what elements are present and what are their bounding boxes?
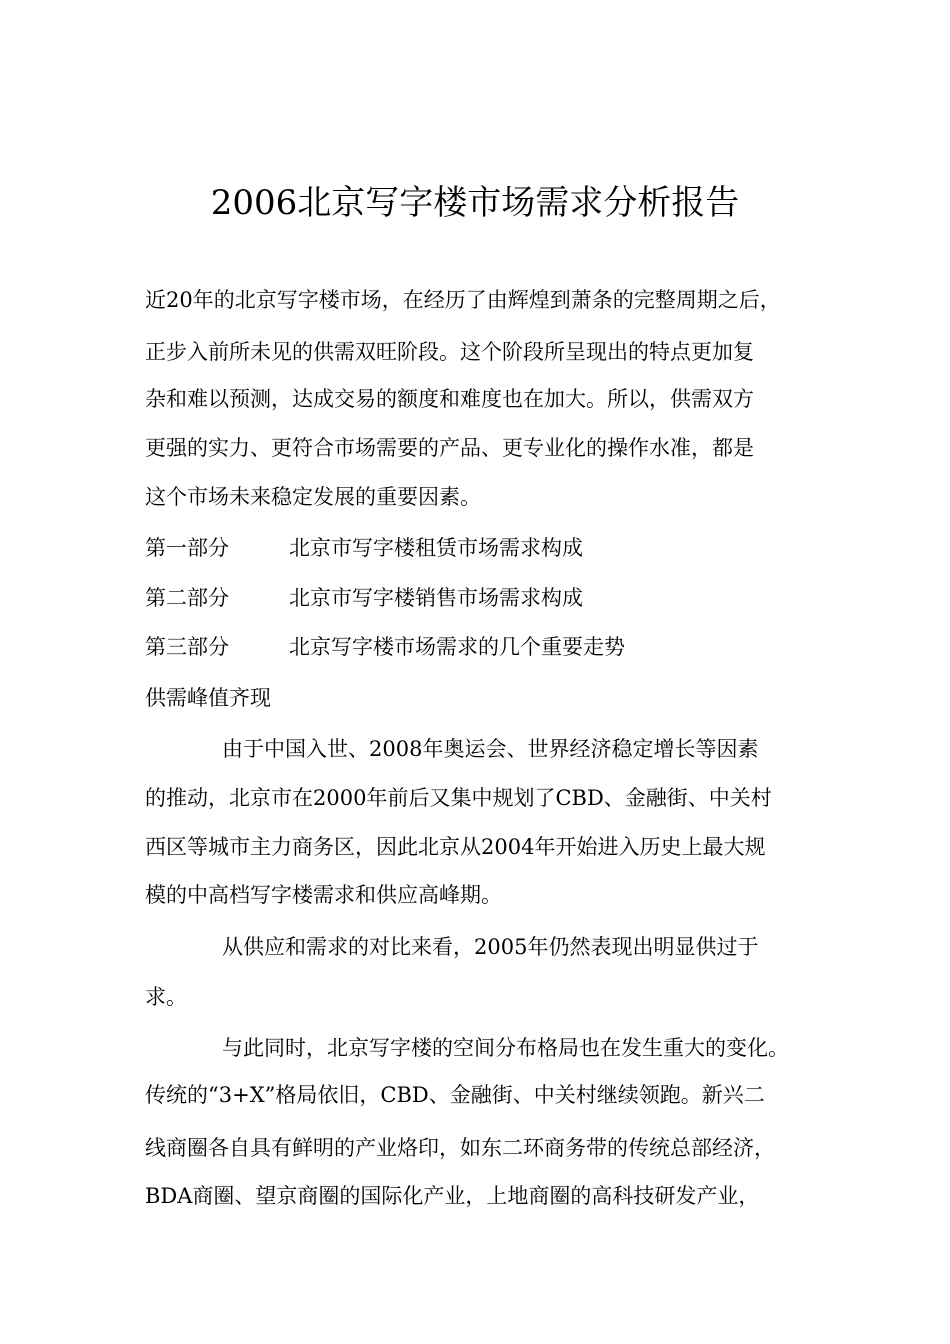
toc-part-label: 第三部分 <box>145 635 229 659</box>
toc-part-title: 北京市写字楼销售市场需求构成 <box>289 586 583 610</box>
paragraph-line: 线商圈各自具有鲜明的产业烙印，如东二环商务带的传统总部经济， <box>145 1136 775 1160</box>
toc-part-label: 第一部分 <box>145 536 229 560</box>
intro-line: 这个市场未来稳定发展的重要因素。 <box>145 485 481 509</box>
paragraph-line: BDA商圈、望京商圈的国际化产业，上地商圈的高科技研发产业， <box>145 1184 760 1208</box>
section-heading: 供需峰值齐现 <box>145 686 271 710</box>
paragraph-line: 从供应和需求的对比来看，2005年仍然表现出明显供过于 <box>222 935 759 959</box>
paragraph-line: 的推动，北京市在2000年前后又集中规划了CBD、金融街、中关村 <box>145 786 772 810</box>
intro-line: 正步入前所未见的供需双旺阶段。这个阶段所呈现出的特点更加复 <box>145 340 754 364</box>
toc-part-title: 北京写字楼市场需求的几个重要走势 <box>289 635 625 659</box>
paragraph-line: 传统的“3+X”格局依旧，CBD、金融街、中关村继续领跑。新兴二 <box>145 1083 765 1107</box>
toc-part-label: 第二部分 <box>145 586 229 610</box>
intro-line: 更强的实力、更符合市场需要的产品、更专业化的操作水准，都是 <box>145 436 754 460</box>
paragraph-line: 求。 <box>145 985 187 1009</box>
paragraph-line: 西区等城市主力商务区，因此北京从2004年开始进入历史上最大规 <box>145 835 766 859</box>
intro-line: 杂和难以预测，达成交易的额度和难度也在加大。所以，供需双方 <box>145 387 754 411</box>
document-title: 2006北京写字楼市场需求分析报告 <box>210 183 740 223</box>
intro-line: 近20年的北京写字楼市场，在经历了由辉煌到萧条的完整周期之后， <box>145 288 781 312</box>
paragraph-line: 与此同时，北京写字楼的空间分布格局也在发生重大的变化。 <box>222 1036 789 1060</box>
paragraph-line: 模的中高档写字楼需求和供应高峰期。 <box>145 883 502 907</box>
paragraph-line: 由于中国入世、2008年奥运会、世界经济稳定增长等因素 <box>222 737 759 761</box>
toc-part-title: 北京市写字楼租赁市场需求构成 <box>289 536 583 560</box>
